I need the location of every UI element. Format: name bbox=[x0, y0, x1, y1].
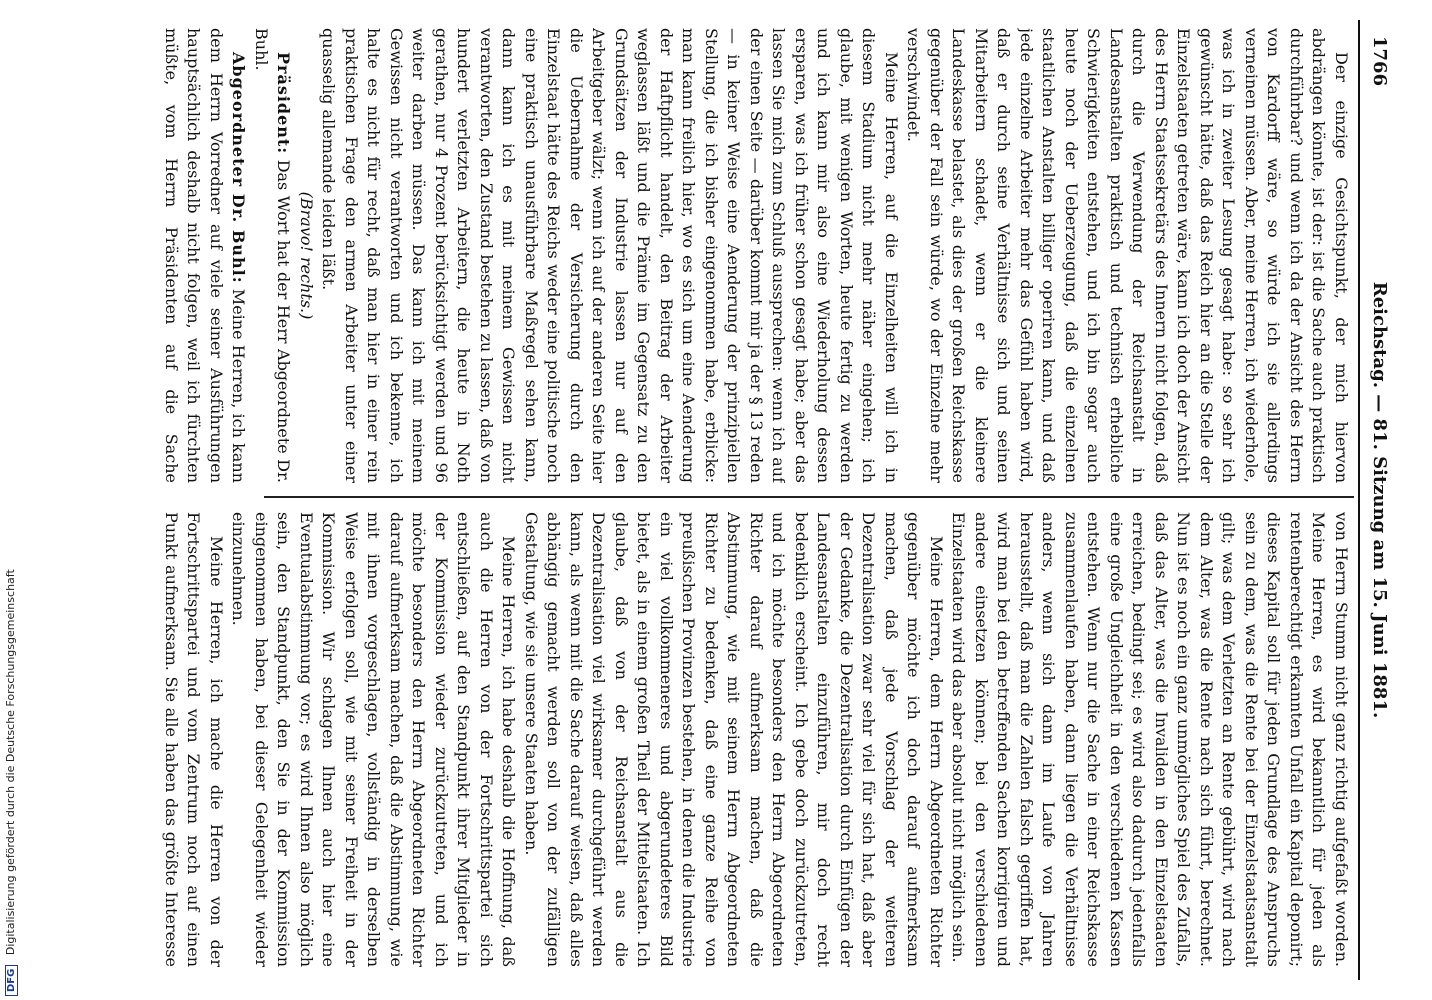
speaker-label: Abgeordneter Dr. Buhl: bbox=[229, 52, 249, 284]
speech-text: Meine Herren, ich kann dem Herrn Vorredner auf viele seiner Ausführungen hauptsächlich deshalb nicht folgen, weil ich fürchten müßte, vom Herrn Präsidenten auf die Sache bbox=[162, 28, 249, 483]
footer-text: Digitalisierung gefördert durch die Deutsche Forschungsgemeinschaft bbox=[4, 569, 17, 956]
footer-strip bbox=[4, 569, 20, 996]
dfg-logo: DFG bbox=[5, 965, 18, 996]
paragraph: Meine Herren, ich habe deshalb die Hoffnung, daß auch die Herren von der Fortschrittspartei sich entschließen, auf den Standpunkt ihrer Mitglieder in der Kommission wieder zurückzutreten, und ich möchte besonders den Herrn Abgeordneten Richter darauf aufmerksam machen, daß die Abstimmung, wie mit ihnen vorgeschlagen, vollständig in derselben Weise erfolgen soll, wie mit seiner Freiheit in der Kommission. Wir schlagen Ihnen auch hier eine Eventualabstimmung vor; es wird Ihnen also möglich sein, den Standpunkt, den Sie in der Kommission eingenommen haben, bei dieser Gelegenheit wieder einzunehmen. bbox=[229, 512, 519, 967]
left-column bbox=[162, 28, 1352, 483]
paragraph: Meine Herren, auf die Einzelheiten will ich in diesem Stadium nicht mehr näher eingehen; ich glaube, mit wenigen Worten, heute fertig zu werden und ich kann mir also eine Wiederholung dessen ersparen, was ich früher schon gesagt habe; aber das lassen Sie mich zum Schluß aussprechen: wenn ich auf der einen Seite — darüber kommt mir ja der § 13 reden — in keiner Weise eine Aenderung der prinzipiellen Stellung, die ich bisher eingenommen habe, erblicke: man kann freilich hier, wo es sich um eine Aenderung der Haftpflicht handelt, den Beitrag der Arbeiter weglassen läßt und die Prämie im Gegensatz zu den Grundsätzen der Industrie lassen nur auf den Arbeitgeber wälzt; wenn ich auf der anderen Seite hier die Uebernahme der Versicherung durch den Einzelstaat hätte des Reichs weder eine politische noch eine praktisch unausführbare Maßregel sehen kann, dann kann ich es mit meinem Gewissen nicht verantworten, den Zustand bestehen zu lassen, daß von hundert verletzten Arbeitern, die heute in Noth gerathen, nur 4 Prozent berücksichtigt werden und 96 weiter darben müssen. Das kann ich mit meinem Gewissen nicht verantworten und ich bekenne, ich halte es nicht für recht, daß man hier in einer rein praktischen Frage den armen Arbeiter unter einer quasselig allemande leiden läßt. bbox=[319, 28, 901, 483]
running-head: Reichstag. — 81. Sitzung am 15. Juni 1881. bbox=[1369, 281, 1390, 719]
rotated-scan-page bbox=[140, 0, 1400, 1000]
header-rule bbox=[1358, 20, 1360, 980]
paragraph: Meine Herren, dem Herrn Abgeordneten Richter gegenüber möchte ich doch darauf aufmerksam machen, daß jede Vorschlag der weiteren Dezentralisation zwar sehr viel für sich hat, daß aber der Gedanke, die Dezentralisation durch Einfügen der Landesanstalten einzuführen, mir doch recht bedenklich erscheint. Ich gebe doch zurückzutreten, und ich möchte besonders den Herrn Abgeordneten Richter darauf aufmerksam machen, daß die Abstimmung, wie mit seinem Herrn Abgeordneten Richter zu bedenken, daß eine ganze Reihe von preußischen Provinzen bestehen, in denen die Industrie ein viel vollkommeneres und abgerundeteres Bild bietet, als in einem großen Theil der Mittelstaaten. Ich glaube, daß von der Reichsanstalt aus die Dezentralisation viel wirksamer durchgeführt werden kann, als wenn mit die Sache darauf weisen, daß alles abhängig gemacht werden soll von der zufälligen Gestaltung, wie sie unsere Staaten haben. bbox=[522, 512, 946, 967]
paragraph: Meine Herren, ich mache die Herren von der Fortschrittspartei und vom Zentrum noch auf einen Punkt aufmerksam. Sie alle haben das größte Interesse bbox=[162, 512, 226, 967]
speech-text: Das Wort hat der Herr Abgeordnete Dr. Buhl. bbox=[252, 28, 294, 483]
page-header bbox=[1362, 20, 1396, 980]
page-number: 1766 bbox=[1369, 36, 1390, 87]
right-column bbox=[162, 512, 1352, 967]
column-divider bbox=[264, 496, 1354, 498]
speaker-label: Präsident: bbox=[274, 52, 294, 155]
paragraph: von Herrn Stumm nicht ganz richtig aufgefaßt worden. Meine Herren, es wird bekanntlich für jeden als rentenberechtigt erkannten Unfall ein Kapital deponirt; dieses Kapital soll für jeden Grundlage des Anspruchs sein zu dem, was die Rente bei der Einzelstaatsanstalt gilt; was dem Verletzten an Rente gebührt, wird nach dem Alter, was die Rente nach sich führt, berechnet. Nun ist es noch ein ganz unmögliches Spiel des Zufalls, daß das Alter, was die Invaliden in den Einzelstaaten erreichen, bedingt sei; es wird also dadurch jedenfalls eine große Ungleichheit in den verschiedenen Kassen entstehen. Wenn nur die Sache in einer Reichskasse zusammenlaufen haben, dann liegen die Verhältnisse anders, wenn sich dann im Laufe von Jahren herausstellt, daß man die Zahlen falsch gegriffen hat, wird man bei den betreffenden Sachen korrigiren und andere einsetzen können; bei den verschiedenen Einzelstaaten wird das aber absolut nicht möglich sein. bbox=[949, 512, 1351, 967]
paragraph: Der einzige Gesichtspunkt, der mich hiervon abdrängen könnte, ist der: ist die Sache auch praktisch durchführbar? und wenn ich da der Ansicht des Herrn von Kardorff wäre, so würde ich sie allerdings verneinen müssen. Aber, meine Herren, ich wiederhole, was ich in zweiter Lesung gesagt habe: so sehr ich gewünscht hätte, daß das Reich hier an die Stelle der Einzelstaaten getreten wäre, kann ich doch der Ansicht des Herrn Staatssekretärs des Innern nicht folgen, daß durch die Verwendung der Reichsanstalt in Landesanstalten praktisch und technisch erhebliche Schwierigkeiten entstehen, und ich bin sogar auch heute noch der Ueberzeugung, daß die einzelnen staatlichen Anstalten billiger operiren kann, und daß jede einzelne Arbeiter mehr das Gefühl haben wird, daß er durch seine Verhältnisse sich und seinen Mitarbeitern schadet, wenn er die kleinere Landeskasse belastet, als dies der großen Reichskasse gegenüber der Fall sein würde, wo der Einzelne mehr verschwindet. bbox=[904, 28, 1351, 483]
interjection: (Bravo! rechts.) bbox=[297, 191, 316, 320]
